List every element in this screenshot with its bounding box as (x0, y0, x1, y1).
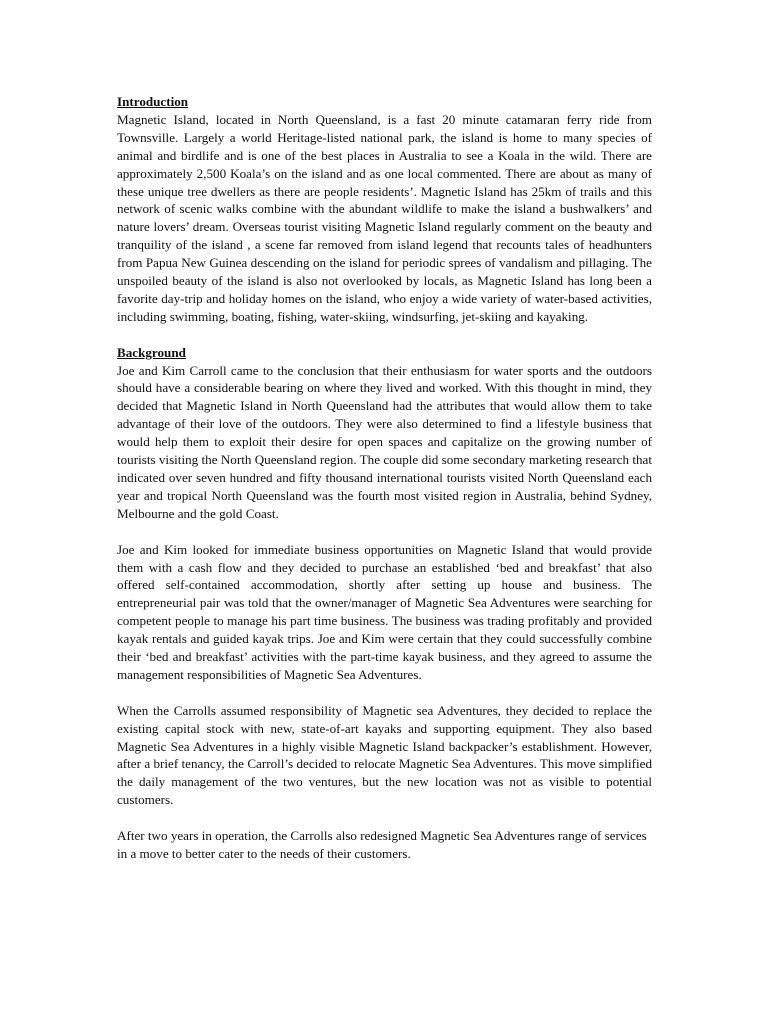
section-heading-introduction: Introduction (117, 94, 189, 109)
paragraph-background-4: After two years in operation, the Carrolls also redesigned Magnetic Sea Adventures range of services in a move to better cater to the needs of their customers. (117, 828, 647, 861)
paragraph-background-2: Joe and Kim looked for immediate business opportunities on Magnetic Island that would provide them with a cash flow and they decided to purchase an established ‘bed and breakfast’ that also offered self-contained accommodation, shortly after setting up house and business. The entrepreneurial pair was told that the owner/manager of Magnetic Sea Adventures were searching for competent people to manage his part time business. The business was trading profitably and provided kayak rentals and guided kayak trips. Joe and Kim were certain that they could successfully combine their ‘bed and breakfast’ activities with the part-time kayak business, and they agreed to assume the management responsibilities of Magnetic Sea Adventures. (117, 541, 652, 682)
paragraph-background-1: Joe and Kim Carroll came to the conclusion that their enthusiasm for water sports and the outdoors should have a considerable bearing on where they lived and worked. With this thought in mind, they decided that Magnetic Island in North Queensland had the attributes that would allow them to take advantage of their love of the outdoors. They were also determined to find a lifestyle business that would help them to exploit their desire for open spaces and capitalize on the growing number of tourists visiting the North Queensland region. The couple did some secondary marketing research that indicated over seven hundred and fifty thousand international tourists visited North Queensland each year and tropical North Queensland was the fourth most visited region in Australia, behind Sydney, Melbourne and the gold Coast. (117, 362, 652, 521)
section-background (117, 344, 652, 863)
document-page (117, 93, 652, 881)
paragraph-introduction: Magnetic Island, located in North Queensland, is a fast 20 minute catamaran ferry ride from Townsville. Largely a world Heritage-listed national park, the island is home to many species of animal and birdlife and is one of the best places in Australia to see a Koala in the wild. There are approximately 2,500 Koala’s on the island and as one local commented. There are about as many of these unique tree dwellers as there are people residents’. Magnetic Island has 25km of trails and this network of scenic walks combine with the abundant wildlife to make the island a bushwalkers’ and nature lovers’ dream. Overseas tourist visiting Magnetic Island regularly comment on the beauty and tranquility of the island , a scene far removed from island legend that recounts tales of headhunters from Papua New Guinea descending on the island for periodic sprees of vandalism and pillaging. The unspoiled beauty of the island is also not overlooked by locals, as Magnetic Island has long been a favorite day-trip and holiday homes on the island, who enjoy a wide variety of water-based activities, including swimming, boating, fishing, water-skiing, windsurfing, jet-skiing and kayaking. (117, 111, 652, 324)
section-heading-background: Background (117, 344, 186, 360)
section-introduction (117, 93, 652, 326)
paragraph-background-3: When the Carrolls assumed responsibility of Magnetic sea Adventures, they decided to replace the existing capital stock with new, state-of-art kayaks and supporting equipment. They also based Magnetic Sea Adventures in a highly visible Magnetic Island backpacker’s establishment. However, after a brief tenancy, the Carroll’s decided to relocate Magnetic Sea Adventures. This move simplified the daily management of the two ventures, but the new location was not as visible to potential customers. (117, 702, 652, 808)
